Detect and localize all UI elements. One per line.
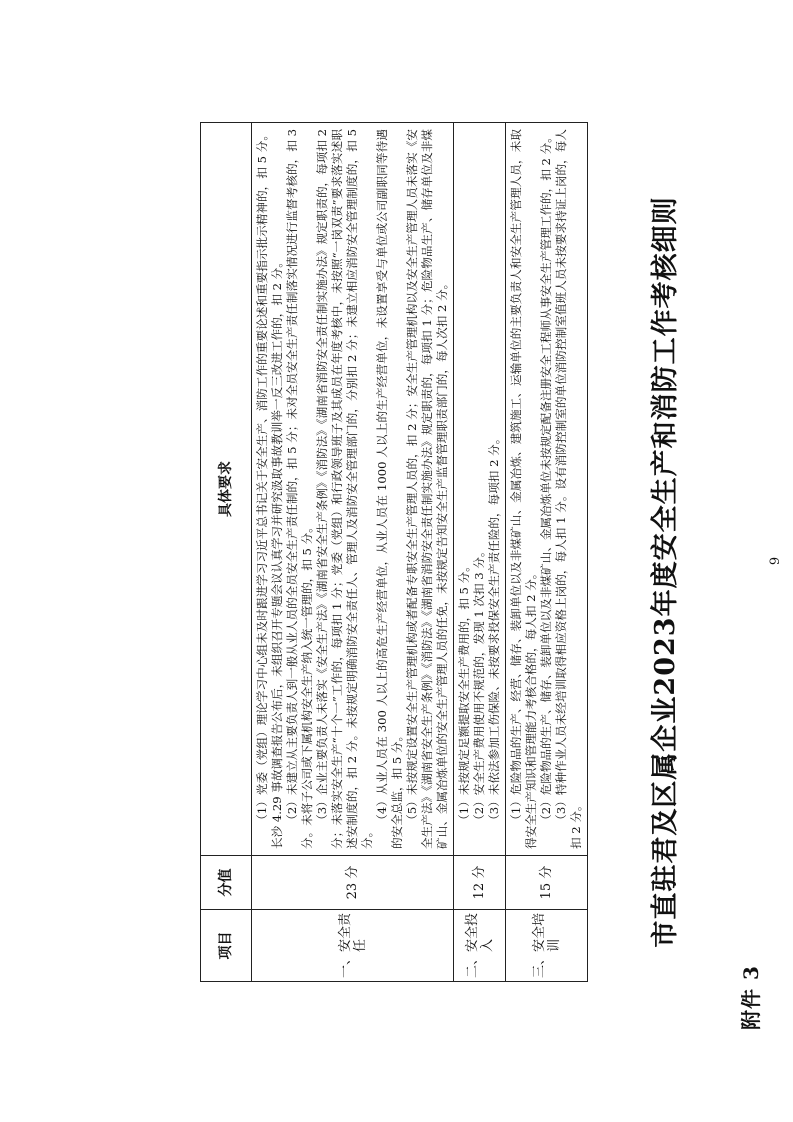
header-requirement: 具体要求 [201,123,252,856]
table-row-safety-training [506,123,588,982]
requirement-text: （1）党委（党组）理论学习中心组未及时跟进学习习近平总书记关于安全生产、消防工作的重要论述和重要指示批示精神的，扣 5 分。长沙 4.29 事故调查报告公布后，未组织召开专题会议认真学习并研究汲取事故教训举一反三改进工作的，扣 2 分。 [255,129,284,849]
requirement-text: （3）未依法参加工伤保险、未按要求投保安全生产责任险的，每项扣 2 分。 [487,432,501,826]
requirement-text: （2）未建立从主要负责人到一般从业人员的全员安全生产责任制的，扣 5 分；未对全员安全生产责任制落实情况进行监督考核的，扣 3 分。未将子公司或下属机构安全生产纳入统一管理的，扣 5 分。 [285,129,314,849]
row-requirements [506,123,588,856]
requirement-text: （5）未按规定设置安全生产管理机构或者配备专职安全生产管理人员的，扣 2 分；安全生产管理机构以及安全生产管理人员未落实《安全生产法》《湖南省安全生产条例》《消防法》《湖南省消防安全责任制实施办法》规定职责的，每项扣 1 分；危险物品生产、储存单位及非煤矿山、金属冶炼单位的安全生产管理人员的任免，未按规定告知安全生产监督管理职责部门的，每人次扣 2 分。 [405,129,449,849]
table-row-safety-responsibility [252,123,454,982]
table-header-row [201,123,252,982]
row-score: 23 分 [252,856,454,910]
requirement-text: （2）危险物品的生产、储存、装卸单位以及非煤矿山、金属冶炼单位未按规定配备注册安全工程师从事安全生产管理工作的，扣 2 分。 [539,131,553,826]
row-item: 一、安全责任 [252,910,454,982]
requirement-text: （1）未按规定足额提取安全生产费用的，扣 5 分。 [457,560,471,826]
header-score: 分值 [201,856,252,910]
requirement-text: （4）从业人员在 300 人以上的高危生产经营单位，从业人员在 1000 人以上的生产经营单位，未设置享受与单位或公司副职同等待遇的安全总监，扣 5 分。 [375,129,404,849]
row-score: 12 分 [454,856,506,910]
page-number: 9 [768,556,783,566]
requirement-text: （1）危险物品的生产、经营、储存、装卸单位以及非煤矿山、金属冶炼、建筑施工、运输单位的主要负责人和安全生产管理人员，未取得安全生产知识和管理能力考核合格的，每人扣 2 分。 [509,129,538,849]
row-item: 二、安全投入 [454,910,506,982]
table-row-safety-investment [454,123,506,982]
row-requirements [252,123,454,856]
requirement-text: （2）安全生产费用使用不规范的，发现 1 次扣 3 分。 [472,545,486,826]
requirement-text: （3）特种作业人员未经培训取得相应资格上岗的，每人扣 1 分。设有消防控制室的单位消防控制室值班人员未按要求持证上岗的，每人扣 2 分。 [554,129,583,849]
attachment-label: 附件 3 [739,965,763,1030]
row-requirements [454,123,506,856]
assessment-table [200,122,588,982]
requirement-text: （3）企业主要负责人未落实《安全生产法》《湖南省安全生产条例》《消防法》《湖南省消防安全责任制实施办法》规定职责的，每项扣 2 分；未落实安全生产“十个一”工作的，每项扣 1 分；党委（党组）和行政领导班子及其成员在年度考核中，未按照“一岗双责”要求落实述职述安制度的，扣 2 分。未按规定明确消防安全责任人、管理人及消防安全管理部门的，分别扣 2 分；未建立相应消防安全管理制度的，扣 5 分。 [315,129,374,849]
row-score: 15 分 [506,856,588,910]
document-title: 市直驻君及区属企业2023年度安全生产和消防工作考核细则 [650,196,681,948]
row-item: 三、安全培训 [506,910,588,982]
header-item: 项目 [201,910,252,982]
